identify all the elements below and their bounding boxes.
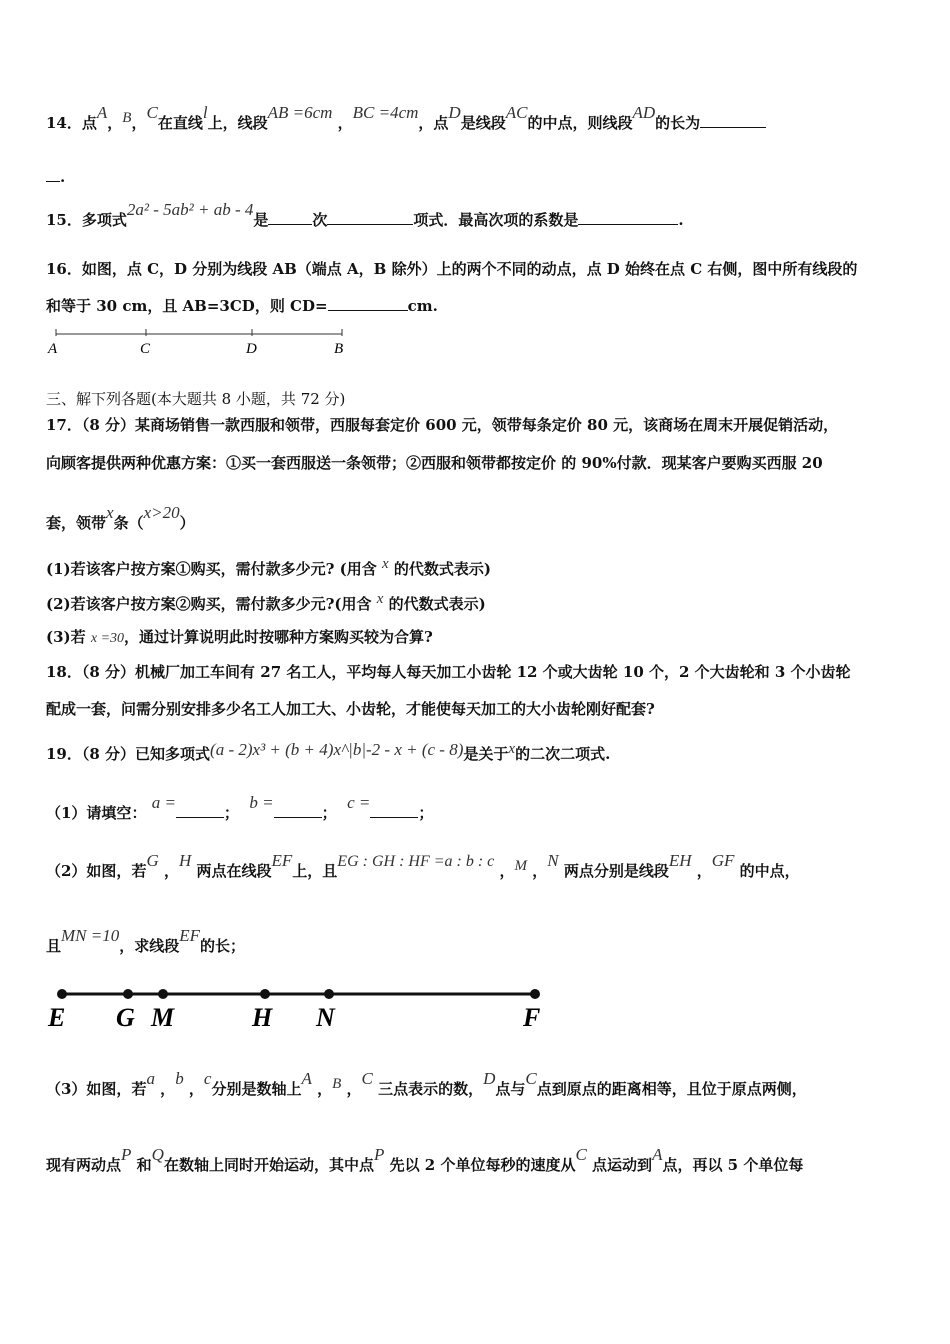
segment-ad: AD [632, 103, 656, 122]
q14-text2: 上，线段 [207, 114, 268, 132]
condition-expr: x>20 [143, 503, 180, 522]
label-b: B [334, 341, 344, 357]
q19-p4-text: 点，再以 5 个单位每 [662, 1156, 804, 1174]
point-g-dot [123, 989, 133, 999]
q19-p3-text: （3）如图，若 [46, 1080, 147, 1098]
point-c: C [575, 1145, 587, 1164]
answer-blank [578, 212, 678, 225]
answer-blank [700, 115, 766, 128]
q19-p2-text: 的长； [200, 937, 246, 955]
q16-line1: 16．如图，点 C，D 分别为线段 AB（端点 A，B 除外）上的两个不同的动点，点 D 始终在点 C 右侧，图中所有线段的 [46, 260, 858, 278]
ratio-expr: EG : GH : HF =a : b : c [337, 853, 495, 870]
q19-p3-text: 点与 [495, 1080, 526, 1098]
q17-line1: 17．（8 分）某商场销售一款西服和领带，西服每套定价 600 元，领带每条定价 80 元，该商场在周末开展促销活动， [46, 416, 839, 434]
q15-prefix: 15．多项式 [46, 211, 127, 229]
q19-p4-text: 点运动到 [592, 1156, 653, 1174]
point-f-dot [530, 989, 540, 999]
q16-text: 和等于 30 cm，且 AB=3CD，则 CD= [46, 297, 328, 315]
answer-blank [268, 212, 312, 225]
q14-number: 14．点 [46, 114, 97, 132]
point-d: D [448, 103, 461, 122]
q19-part1: （1）请填空： a =； b =； c =； [46, 793, 434, 822]
section-heading: 三、解下列各题(本大题共 8 小题，共 72 分) [46, 390, 346, 408]
mn-length: MN =10 [61, 926, 120, 945]
point-n-dot [324, 989, 334, 999]
q19-text: 是关于 [463, 745, 509, 763]
q17-p1-text: (1)若该客户按方案①购买，需付款多少元? (用含 [46, 560, 377, 578]
q19-p4-text: 和 [136, 1156, 152, 1174]
segment-figure-efgh [40, 982, 560, 1034]
segment-figure-acdb [46, 326, 356, 358]
q15-period: . [678, 211, 684, 229]
var-c: c [203, 1069, 212, 1088]
answer-blank [328, 298, 408, 311]
q19-p3-text: 分别是数轴上 [211, 1080, 302, 1098]
var-x: x [376, 591, 384, 607]
q14-text6: 的长为 [655, 114, 701, 132]
q17-text: 条（ [113, 514, 144, 532]
q17-text: 套，领带 [46, 514, 107, 532]
q19-p3-text: 三点表示的数， [378, 1080, 484, 1098]
q14-text3: ，点 [418, 114, 449, 132]
point-h-dot [260, 989, 270, 999]
q19-p4-text: 在数轴上同时开始运动，其中点 [163, 1156, 374, 1174]
q19-p2-text: 的中点， [739, 862, 800, 880]
point-b: B [332, 1076, 342, 1092]
point-p: P [373, 1145, 385, 1164]
q19-p2-text: 两点分别是线段 [563, 862, 669, 880]
label-h: H [252, 1003, 273, 1032]
q17-p3-text: (3)若 [46, 628, 86, 646]
q15-text3: 项式．最高次项的系数是 [413, 211, 579, 229]
q19-p2-text: 两点在线段 [196, 862, 272, 880]
bc-length: BC =4cm [352, 103, 419, 122]
answer-blank [46, 169, 60, 182]
var-x: x [106, 503, 114, 522]
q14-period: . [60, 168, 66, 186]
q19-text: 的二次二项式. [515, 745, 611, 763]
var-x: x [381, 556, 389, 572]
q19-line1 [46, 740, 611, 764]
q14-line: 14．点A，B，C在直线l上，线段AB =6cm ，BC =4cm，点D是线段AC的中点，则线段AD的长为 [46, 112, 766, 133]
q19-p2-text: （2）如图，若 [46, 862, 147, 880]
q19-p4-text: 现有两动点 [46, 1156, 122, 1174]
point-c: C [525, 1069, 537, 1088]
q16-unit: cm. [407, 297, 438, 315]
q14-text1: 在直线 [157, 114, 203, 132]
q19-p2-text: 且 [46, 937, 62, 955]
label-g: G [116, 1003, 135, 1032]
q17-part3 [46, 626, 433, 647]
q17-part1 [46, 558, 491, 579]
var-b: b [175, 1069, 184, 1088]
label-c: C [140, 341, 151, 357]
var-b: b = [249, 793, 274, 812]
point-p: P [121, 1145, 132, 1164]
q17-part2 [46, 593, 486, 614]
q19-p2-text: ，求线段 [119, 937, 180, 955]
point-q: Q [151, 1145, 164, 1164]
var-c: c = [347, 793, 371, 812]
q19-polynomial: (a - 2)x³ + (b + 4)x^|b|-2 - x + (c - 8) [210, 740, 464, 759]
blank-a [176, 805, 224, 818]
q19-p2-text: 上，且 [292, 862, 338, 880]
label-n: N [316, 1003, 335, 1032]
q16-line2 [46, 295, 438, 316]
q19-part2: （2）如图，若G ，H 两点在线段EF上，且EG : GH : HF =a : b : c ，M ，N 两点分别是线段EH ，GF 的中点， [46, 851, 800, 880]
label-d: D [246, 341, 257, 357]
segment-ef: EF [271, 851, 293, 870]
q19-p3-text: 点到原点的距离相等，且位于原点两侧， [536, 1080, 807, 1098]
q18-line1: 18．（8 分）机械厂加工车间有 27 名工人，平均每人每天加工小齿轮 12 个或大齿轮 10 个，2 个大齿轮和 3 个小齿轮 [46, 663, 851, 681]
ab-length: AB =6cm [267, 103, 333, 122]
blank-b [274, 805, 322, 818]
point-m: M [514, 858, 528, 874]
segment-ac: AC [505, 103, 528, 122]
q17-p2-text: 的代数式表示) [388, 595, 486, 613]
q18-line2: 配成一套，问需分别安排多少名工人加工大、小齿轮，才能使每天加工的大小齿轮刚好配套? [46, 700, 655, 718]
q17-p2-text: (2)若该客户按方案②购买，需付款多少元?(用含 [46, 595, 372, 613]
q19-p1-label: （1）请填空： [46, 804, 147, 822]
q17-line2: 向顾客提供两种优惠方案：①买一套西服送一条领带；②西服和领带都按定价 的 90%付款．现某客户要购买西服 20 [46, 454, 823, 472]
label-e: E [48, 1003, 66, 1032]
point-c: C [361, 1069, 373, 1088]
point-a: A [96, 103, 108, 122]
q17-p3-text: ，通过计算说明此时按哪种方案购买较为合算? [124, 628, 433, 646]
point-c: C [146, 103, 158, 122]
q17-line3 [46, 503, 195, 533]
q17-text: ） [179, 514, 195, 532]
polynomial-expr: 2a² - 5ab² + ab - 4 [126, 200, 254, 219]
point-b: B [122, 110, 132, 126]
answer-blank [327, 212, 413, 225]
q19-part2b [46, 926, 246, 956]
label-a: A [48, 341, 58, 357]
segment-eh: EH [668, 851, 692, 870]
segment-ef: EF [179, 926, 201, 945]
q14-text4: 是线段 [460, 114, 506, 132]
line-l: l [202, 103, 208, 122]
q17-p1-text: 的代数式表示) [393, 560, 491, 578]
var-a: a = [151, 793, 176, 812]
label-m: M [151, 1003, 175, 1032]
q14-tail [46, 168, 65, 186]
label-f: F [523, 1003, 541, 1032]
q19-p4-text: 先以 2 个单位每秒的速度从 [389, 1156, 576, 1174]
q19-prefix: 19．（8 分）已知多项式 [46, 745, 211, 763]
q19-part3: （3）如图，若a ，b ，c分别是数轴上A ，B ，C 三点表示的数，D点与C点到原点的距离相等，且位于原点两侧， [46, 1069, 807, 1098]
var-x: x [508, 741, 516, 757]
point-d: D [483, 1069, 496, 1088]
q15-text1: 是 [253, 211, 269, 229]
point-a: A [652, 1145, 663, 1164]
var-a: a [146, 1069, 155, 1088]
q15-line [46, 200, 684, 230]
q15-text2: 次 [312, 211, 328, 229]
point-g: G [146, 851, 159, 870]
point-h: H [178, 851, 192, 870]
segment-gf: GF [711, 851, 735, 870]
point-a: A [301, 1069, 312, 1088]
point-e-dot [57, 989, 67, 999]
point-n: N [547, 851, 559, 870]
q14-text5: 的中点，则线段 [527, 114, 633, 132]
x-value: x =30 [90, 631, 125, 646]
blank-c [370, 805, 418, 818]
q19-part3b [46, 1145, 804, 1175]
point-m-dot [158, 989, 168, 999]
